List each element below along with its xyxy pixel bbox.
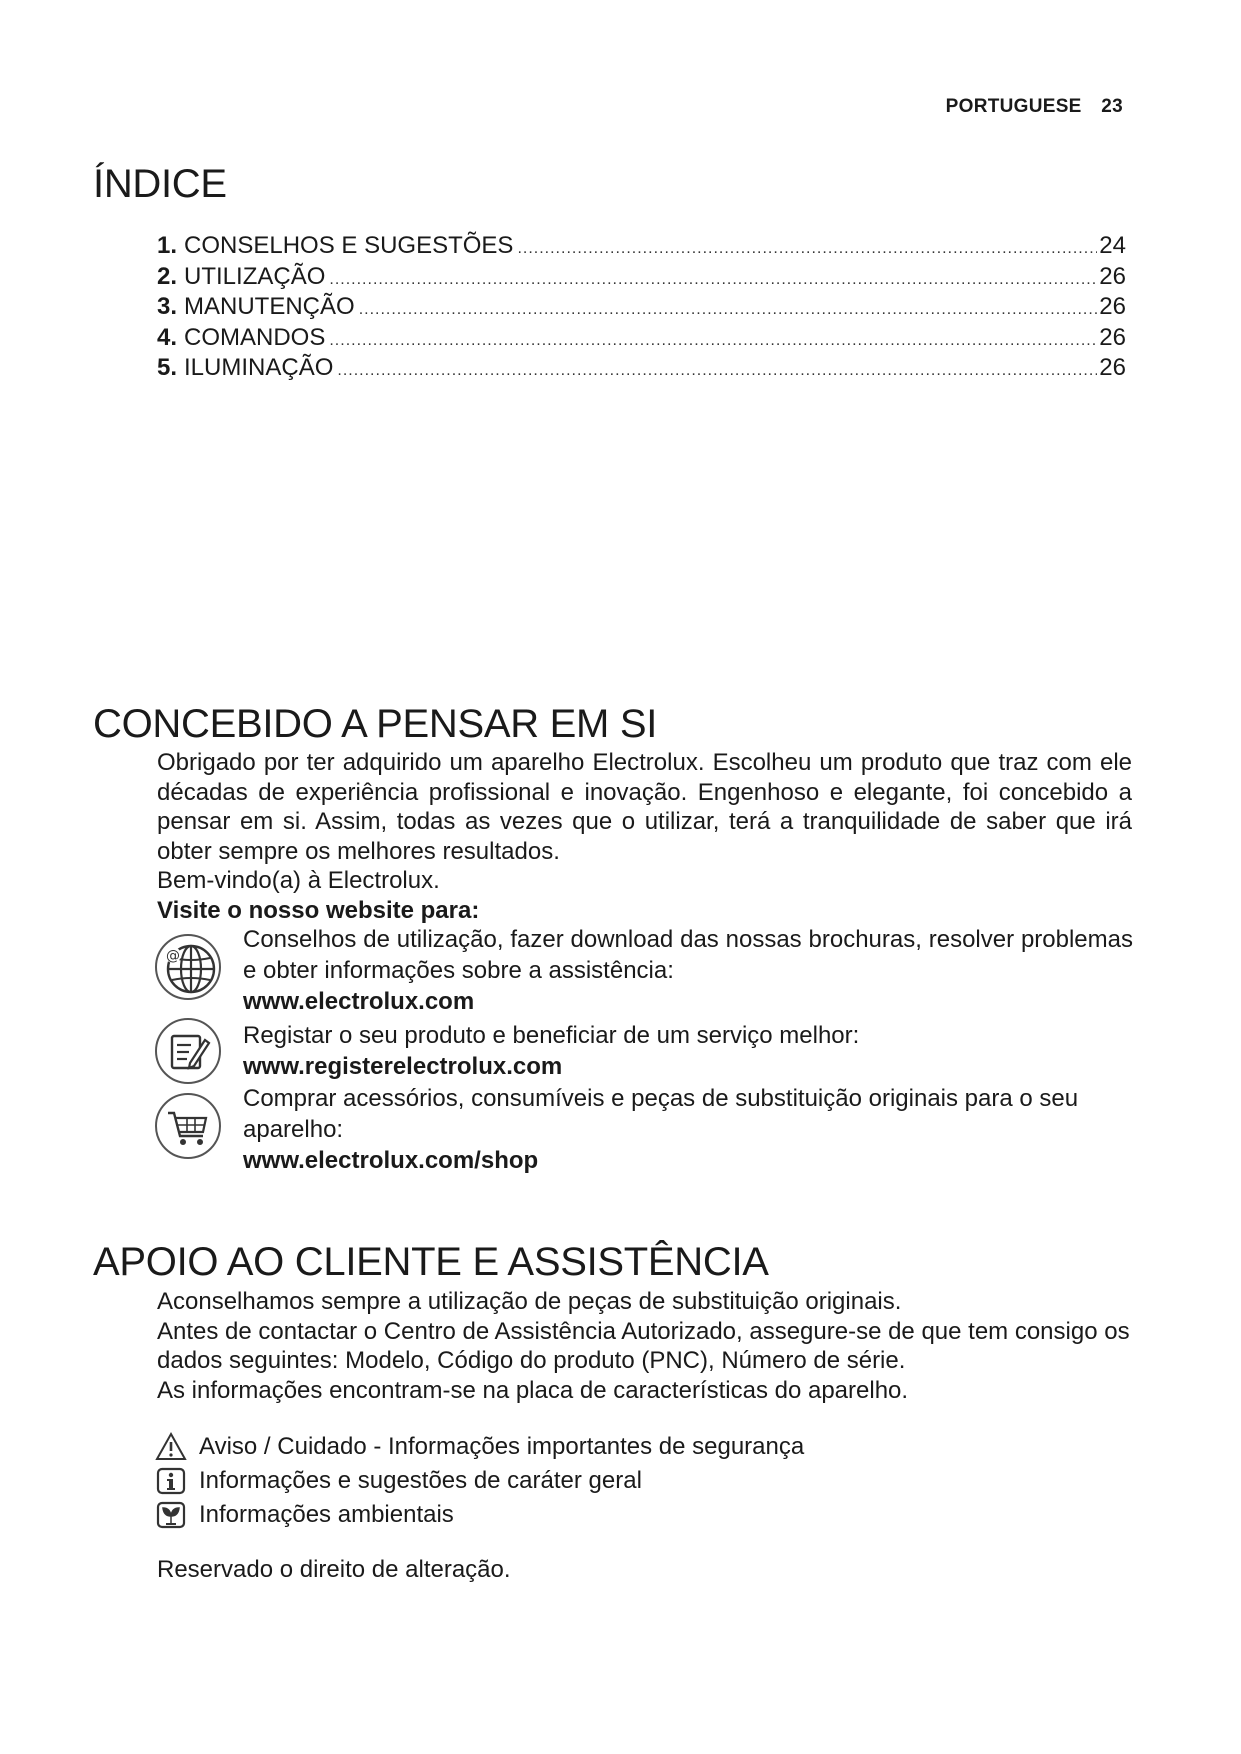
footer-note — [157, 1555, 1132, 1585]
welcome-text: Bem-vindo(a) à Electrolux. — [157, 867, 440, 894]
page-number: 23 — [1101, 96, 1123, 117]
legend-item — [155, 1498, 804, 1532]
toc-item-page: 26 — [1099, 323, 1126, 351]
designed-intro: Obrigado por ter adquirido um aparelho Electrolux. Escolheu um produto que traz com ele décadas de experiência profissional e inovação. Engenhoso e elegante, foi concebido a pensar em si. Assim, todas as vezes que o utilizar, terá a tranquilidade de saber que irá obter sempre os melhores resultados. — [157, 749, 1132, 865]
designed-title: CONCEBIDO A PENSAR EM SI — [93, 702, 658, 746]
support-line: Antes de contactar o Centro de Assistência Autorizado, assegure-se de que tem consigo os dados seguintes: Modelo, Código do produto (PNC), Número de série. — [157, 1317, 1130, 1374]
link-url[interactable]: www.electrolux.com — [243, 988, 475, 1015]
toc-item-page: 26 — [1099, 354, 1126, 381]
svg-text:@: @ — [166, 948, 180, 964]
legend-item — [155, 1430, 804, 1464]
link-description: Comprar acessórios, consumíveis e peças de substituição originais para o seu aparelho: — [243, 1085, 1079, 1143]
link-url[interactable]: www.registerelectrolux.com — [243, 1053, 563, 1080]
legend-text: Informações ambientais — [199, 1501, 454, 1528]
support-text — [157, 1287, 1132, 1405]
info-icon — [155, 1465, 187, 1497]
register-icon — [153, 1016, 223, 1086]
environment-icon — [155, 1499, 187, 1531]
footer-text: Reservado o direito de alteração. — [157, 1556, 511, 1583]
designed-text — [157, 748, 1132, 925]
header-language: PORTUGUESE — [945, 96, 1082, 117]
toc-item[interactable]: 4. COMANDOS ..... 26 — [157, 324, 1126, 355]
page-header — [946, 96, 1123, 118]
shopping-cart-icon — [153, 1091, 223, 1161]
warning-icon — [155, 1431, 187, 1463]
toc-item-page: 26 — [1099, 262, 1126, 290]
globe-icon — [153, 932, 223, 1002]
support-line: Aconselhamos sempre a utilização de peças de substituição originais. — [157, 1288, 902, 1315]
table-of-contents — [157, 232, 1126, 385]
toc-item-page: 24 — [1099, 232, 1126, 259]
toc-item[interactable]: 3. MANUTENÇÃO ..... 26 — [157, 293, 1126, 324]
toc-item[interactable]: 2. UTILIZAÇÃO ..... 26 — [157, 263, 1126, 294]
toc-item-label: CONSELHOS E SUGESTÕES — [184, 232, 514, 259]
support-title: APOIO AO CLIENTE E ASSISTÊNCIA — [93, 1240, 769, 1284]
toc-item[interactable]: 5. ILUMINAÇÃO ..... 26 — [157, 354, 1126, 385]
link-description: Registar o seu produto e beneficiar de um serviço melhor: — [243, 1022, 860, 1049]
legend-text: Aviso / Cuidado - Informações importantes de segurança — [199, 1433, 805, 1460]
toc-item[interactable]: 1. CONSELHOS E SUGESTÕES ..... 24 — [157, 232, 1126, 263]
visit-heading: Visite o nosso website para: — [157, 896, 480, 924]
toc-item-label: ILUMINAÇÃO — [184, 354, 334, 381]
toc-item-label: MANUTENÇÃO — [184, 293, 355, 320]
toc-item-page: 26 — [1099, 293, 1126, 320]
index-title: ÍNDICE — [93, 162, 227, 206]
link-description: Conselhos de utilização, fazer download das nossas brochuras, resolver problemas e obter informações sobre a assistência: — [243, 926, 1133, 984]
toc-item-label: COMANDOS — [184, 323, 326, 351]
symbol-legend — [155, 1430, 804, 1532]
legend-text: Informações e sugestões de caráter geral — [199, 1467, 642, 1494]
support-line: As informações encontram-se na placa de características do aparelho. — [157, 1376, 909, 1404]
toc-item-label: UTILIZAÇÃO — [184, 262, 326, 290]
legend-item — [155, 1464, 804, 1498]
link-url[interactable]: www.electrolux.com/shop — [243, 1147, 539, 1174]
